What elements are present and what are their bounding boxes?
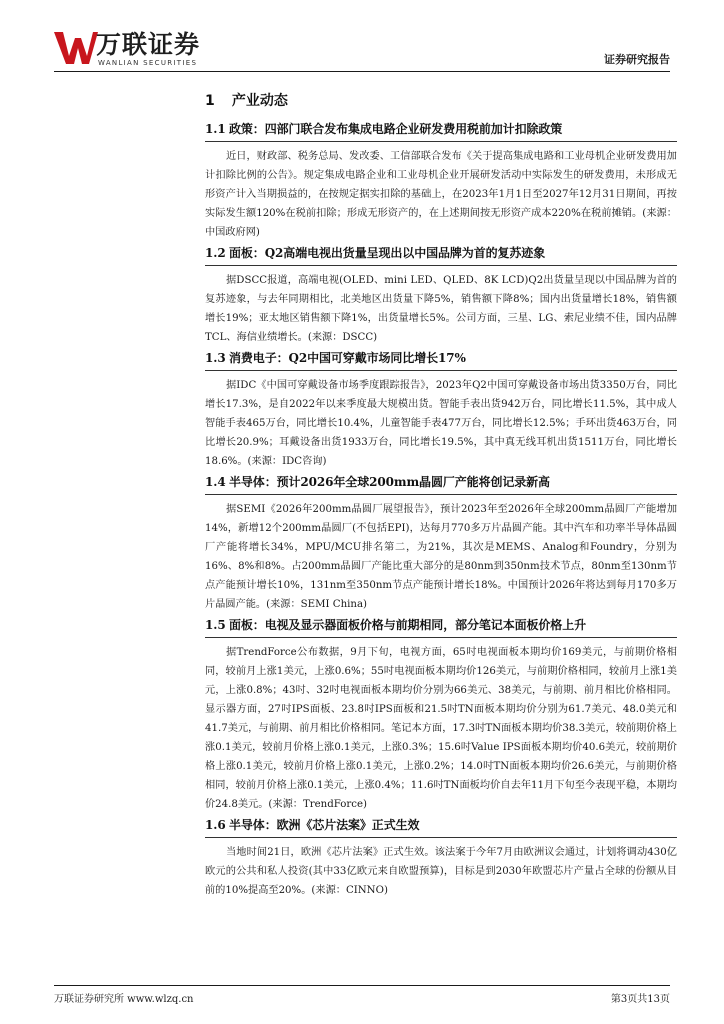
subsection-rule — [205, 494, 677, 495]
wanlian-logo-icon — [54, 30, 98, 66]
subsection — [205, 814, 677, 900]
subsection-rule — [205, 837, 677, 838]
page-number: 第3页共13页 — [610, 994, 670, 1005]
subsection-heading — [205, 118, 677, 143]
subsection-body: 据IDC《中国可穿戴设备市场季度跟踪报告》，2023年Q2中国可穿戴设备市场出货3350万台，同比增长17.3%，是自2022年以来季度最大规模出货。智能手表出货942万台，同比增长11.5%，其中成人智能手表465万台，同比增长10.4%，儿童智能手表477万台，同比增长12.5%；手环出货463万台，同比增长20.9%；耳戴设备出货1933万台，同比增长19.5%，其中真无线耳机出货1511万台，同比增长18.6%。(来源：IDC咨询) — [205, 380, 677, 467]
subsection-rule — [205, 370, 677, 371]
subsection-heading — [205, 242, 677, 267]
subsection-title: 政策：四部门联合发布集成电路企业研发费用税前加计扣除政策 — [229, 122, 563, 136]
subsection — [205, 471, 677, 614]
subsection-title-line — [205, 118, 677, 140]
subsection-body: 当地时间21日，欧洲《芯片法案》正式生效。该法案于今年7月由欧洲议会通过，计划将调动430亿欧元的公共和私人投资(其中33亿欧元来自欧盟预算)，目标是到2030年欧盟芯片产量占全球的份额从目前的10%提高至20%。(来源：CINNO) — [205, 847, 677, 896]
footer-divider — [54, 985, 670, 986]
footer-source: 万联证券研究所 www.wlzq.cn — [54, 994, 194, 1005]
section-title: 产业动态 — [231, 93, 288, 109]
section-heading — [205, 84, 677, 118]
subsection-rule — [205, 265, 677, 266]
subsection-number: 1.5 — [205, 618, 226, 632]
subsection-title-line — [205, 471, 677, 493]
subsection-heading — [205, 471, 677, 496]
subsection-heading — [205, 614, 677, 639]
subsection-body: 据SEMI《2026年200mm晶圆厂展望报告》，预计2023年至2026年全球200mm晶圆厂产能增加14%，新增12个200mm晶圆厂(不包括EPI)，达每月770多万片晶圆产能。其中汽车和功率半导体晶圆厂产能将增长34%，MPU/MCU排名第二，为21%，其次是MEMS、Analog和Foundry，分别为16%、8%和8%。占200mm晶圆厂产能比重大部分的是80nm到350nm技术节点，80nm至130nm节点产能预计增长10%，131nm至350nm节点产能预计增长18%。中国预计2026年将达到每月170多万片晶圆产能。(来源：SEMI China) — [205, 504, 677, 610]
subsection-title-line — [205, 814, 677, 836]
subsection-title-line — [205, 242, 677, 264]
subsection-body: 据DSCC报道，高端电视(OLED、mini LED、QLED、8K LCD)Q2出货量呈现以中国品牌为首的复苏迹象，与去年同期相比，北美地区出货量下降5%，销售额下降8%；国内出货量增长18%，销售额增长19%；亚太地区销售额下降1%，出货量增长5%。公司方面，三星、LG、索尼业绩不佳，国内品牌TCL、海信业绩增长。(来源：DSCC) — [205, 275, 677, 343]
subsection-title: 面板：电视及显示器面板价格与前期相同，部分笔记本面板价格上升 — [229, 618, 587, 632]
logo-subtext: WANLIAN SECURITIES — [98, 59, 198, 67]
report-type: 证券研究报告 — [604, 53, 670, 66]
subsection — [205, 347, 677, 471]
subsection-number: 1.2 — [205, 246, 226, 260]
subsection-title-line — [205, 614, 677, 636]
logo-text: 万联证券 — [96, 30, 201, 59]
main-content — [205, 80, 677, 900]
subsection-list — [205, 118, 677, 900]
subsection-title: 半导体：预计2026年全球200mm晶圆厂产能将创记录新高 — [229, 475, 550, 489]
subsection-rule — [205, 637, 677, 638]
subsection-title: 消费电子：Q2中国可穿戴市场同比增长17% — [229, 351, 466, 365]
subsection-body: 据TrendForce公布数据，9月下旬，电视方面，65吋电视面板本期均价169美元，与前期价格相同，较前月上涨1美元，上涨0.6%；55吋电视面板本期均价126美元，与前期价格相同，较前月上涨1美元，上涨0.8%；43吋、32吋电视面板本期均价分别为66美元、38美元，与前期、前月相比价格相同。显示器方面，27吋IPS面板、23.8吋IPS面板和21.5吋TN面板本期均价分别为61.7美元、48.0美元和41.7美元，与前期、前月相比价格相同。笔记本方面，17.3吋TN面板本期均价38.3美元，较前期价格上涨0.1美元，较前月价格上涨0.1美元，上涨0.3%；15.6吋Value IPS面板本期均价40.6美元，较前期价格上涨0.1美元，较前月价格上涨0.1美元，上涨0.2%；14.0吋TN面板本期均价26.6美元，与前期价格相同，较前月价格上涨0.1美元，上涨0.4%；11.6吋TN面板均价自去年11月下旬至今表现平稳，本期均价24.8美元。(来源：TrendForce) — [205, 647, 677, 810]
subsection-rule — [205, 141, 677, 142]
subsection-number: 1.3 — [205, 351, 226, 365]
subsection — [205, 118, 677, 242]
subsection-number: 1.1 — [205, 122, 226, 136]
subsection — [205, 614, 677, 814]
page-header — [54, 30, 670, 70]
subsection-number: 1.6 — [205, 818, 226, 832]
subsection — [205, 242, 677, 347]
section-number: 1 — [205, 93, 215, 109]
header-divider — [54, 71, 670, 72]
subsection-heading — [205, 814, 677, 839]
subsection-body: 近日，财政部、税务总局、发改委、工信部联合发布《关于提高集成电路和工业母机企业研发费用加计扣除比例的公告》。规定集成电路企业和工业母机企业开展研发活动中实际发生的研发费用，未形成无形资产计入当期损益的，在按规定据实扣除的基础上，在2023年1月1日至2027年12月31日期间，再按实际发生额120%在税前扣除；形成无形资产的，在上述期间按无形资产成本220%在税前摊销。(来源：中国政府网) — [205, 151, 677, 238]
subsection-title: 面板：Q2高端电视出货量呈现出以中国品牌为首的复苏迹象 — [229, 246, 546, 260]
subsection-number: 1.4 — [205, 475, 226, 489]
subsection-title-line — [205, 347, 677, 369]
subsection-title: 半导体：欧洲《芯片法案》正式生效 — [229, 818, 420, 832]
subsection-heading — [205, 347, 677, 372]
